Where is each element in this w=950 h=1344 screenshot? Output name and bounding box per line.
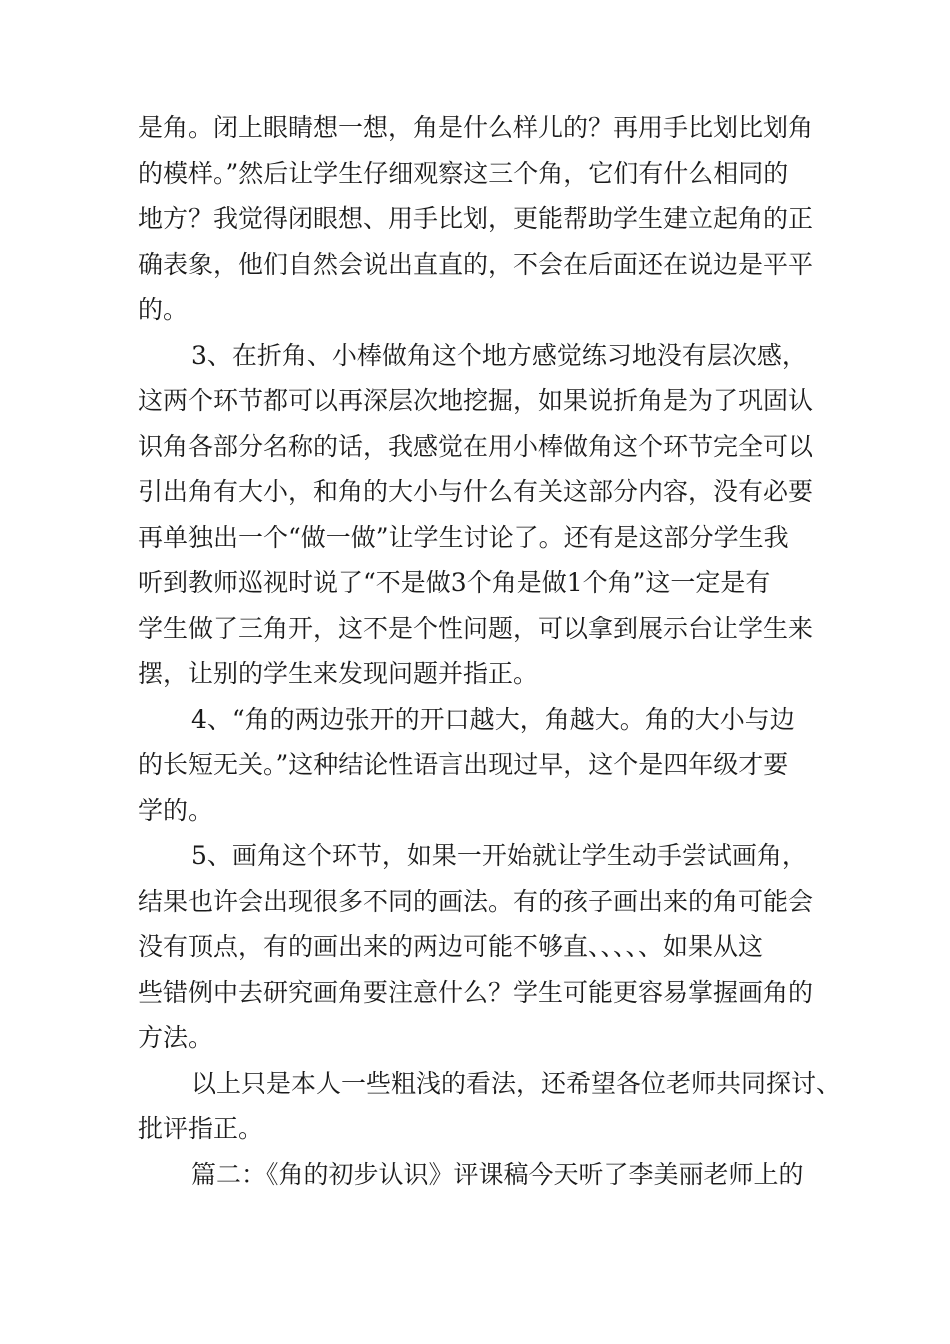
text-line: 确表象，他们自然会说出直直的，不会在后面还在说边是平平 xyxy=(138,250,814,279)
text-line: 是角。闭上眼睛想一想，角是什么样儿的？再用手比划比划角 xyxy=(138,113,814,142)
paragraph-4-start: 4、“角的两边张开的开口越大，角越大。角的大小与边 xyxy=(191,705,795,734)
section-two-heading-line: 篇二：《角的初步认识》评课稿今天听了李美丽老师上的 xyxy=(191,1160,804,1189)
text-line: 听到教师巡视时说了“不是做3个角是做1个角”这一定是有 xyxy=(138,568,771,597)
text-line: 地方？我觉得闭眼想、用手比划，更能帮助学生建立起角的正 xyxy=(138,204,814,233)
text-line: 这两个环节都可以再深层次地挖掘，如果说折角是为了巩固认 xyxy=(138,386,814,415)
text-line: 方法。 xyxy=(138,1023,214,1052)
text-line: 摆，让别的学生来发现问题并指正。 xyxy=(138,659,539,688)
text-line: 引出角有大小，和角的大小与什么有关这部分内容，没有必要 xyxy=(138,477,814,506)
text-line: 批评指正。 xyxy=(138,1114,264,1143)
closing-paragraph-start: 以上只是本人一些粗浅的看法，还希望各位老师共同探讨、 xyxy=(191,1069,842,1098)
text-line: 的长短无关。”这种结论性语言出现过早，这个是四年级才要 xyxy=(138,750,789,779)
text-line: 没有顶点，有的画出来的两边可能不够直、、、、、如果从这 xyxy=(138,932,764,961)
paragraph-5-start: 5、画角这个环节，如果一开始就让学生动手尝试画角， xyxy=(191,841,807,870)
text-line: 识角各部分名称的话，我感觉在用小棒做角这个环节完全可以 xyxy=(138,432,814,461)
text-line: 的模样。”然后让学生仔细观察这三个角，它们有什么相同的 xyxy=(138,159,789,188)
text-line: 的。 xyxy=(138,295,189,324)
text-line: 结果也许会出现很多不同的画法。有的孩子画出来的角可能会 xyxy=(138,887,814,916)
paragraph-3-start: 3、在折角、小棒做角这个地方感觉练习地没有层次感， xyxy=(191,341,807,370)
text-line: 学的。 xyxy=(138,796,214,825)
text-line: 学生做了三角开，这不是个性问题，可以拿到展示台让学生来 xyxy=(138,614,814,643)
text-line: 些错例中去研究画角要注意什么？学生可能更容易掌握画角的 xyxy=(138,978,814,1007)
text-line: 再单独出一个“做一做”让学生讨论了。还有是这部分学生我 xyxy=(138,523,789,552)
